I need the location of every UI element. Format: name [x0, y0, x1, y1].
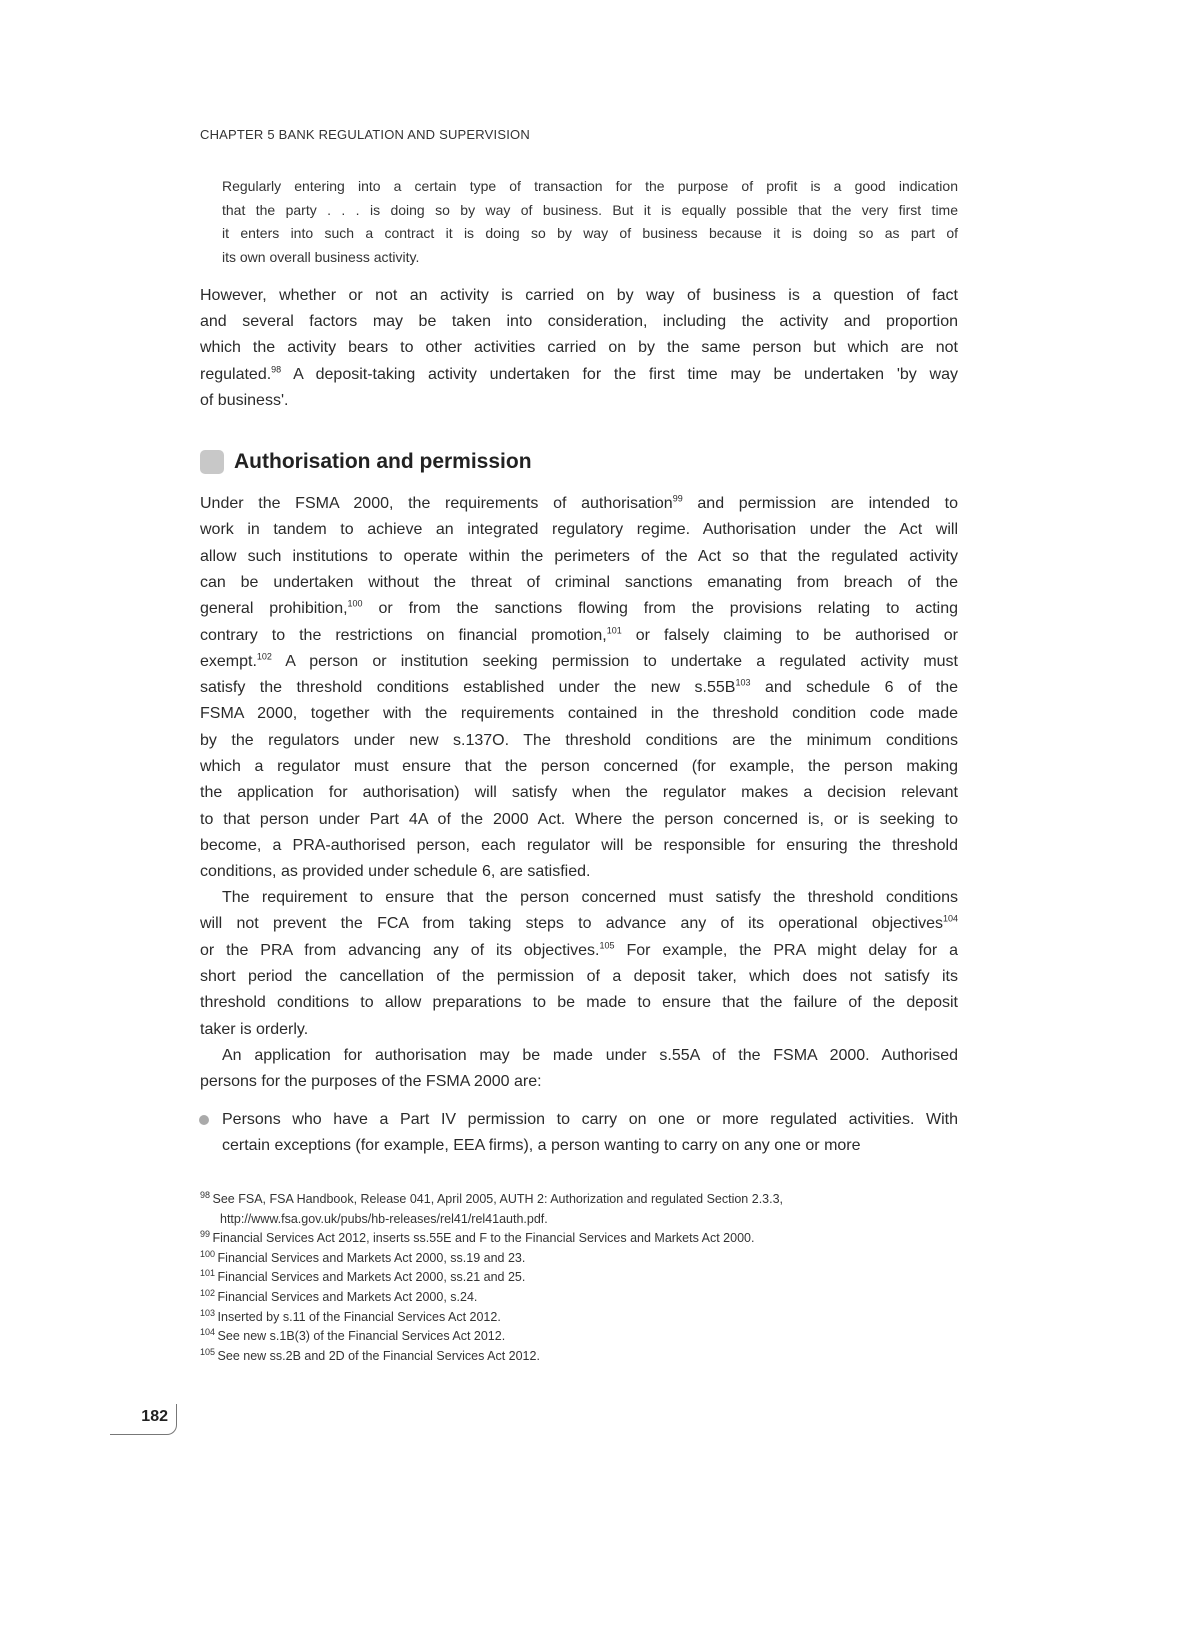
footnote-ref[interactable]: 103	[735, 677, 751, 688]
footnote: $^{100}$ Financial Services and Markets Act 2000, ss.19 and 23.	[200, 1248, 526, 1265]
text-line: allow such institutions to operate within the perimeters of the Act so that the regulated activity	[200, 547, 958, 565]
page-number-box	[110, 1404, 177, 1435]
text-line: FSMA 2000, together with the requirements contained in the threshold condition code made	[200, 705, 958, 723]
footnote: $^{101}$ Financial Services and Markets Act 2000, ss.21 and 25.	[200, 1268, 526, 1285]
text-line: work in tandem to achieve an integrated regulatory regime. Authorisation under the Act will	[200, 521, 958, 539]
text-line: and several factors may be taken into consideration, including the activity and proportion	[200, 313, 958, 331]
text-line: of business'.	[200, 391, 289, 409]
footnote: $^{98}$ See FSA, FSA Handbook, Release 041, April 2005, AUTH 2: Authorization and regulated Section 2.3.3,	[200, 1189, 784, 1206]
footnote-ref[interactable]: 105	[599, 940, 615, 951]
text-line: Persons who have a Part IV permission to carry on one or more regulated activities. With	[222, 1111, 958, 1128]
footnote-number: 102	[200, 1287, 218, 1298]
text-line: regulated.$^{98}$ A deposit-taking activity undertaken for the first time may be undertaken 'by way	[200, 364, 958, 383]
text-line: satisfy the threshold conditions established under the new $s.55B^{103}$ and schedule 6 of the	[200, 677, 959, 697]
text-line: become, a PRA-authorised person, each regulator will be responsible for ensuring the threshold	[200, 836, 958, 854]
text-line: Regularly entering into a certain type of transaction for the purpose of profit is a good indication	[222, 178, 958, 194]
footnote: $^{104}$ See new s.1B(3) of the Financial Services Act 2012.	[200, 1327, 506, 1344]
text-line: which a regulator must ensure that the person concerned (for example, the person making	[200, 758, 958, 775]
footnote-ref[interactable]: 104	[942, 913, 958, 924]
text-line: its own overall business activity.	[222, 248, 420, 265]
text-line: which the activity bears to other activities carried on by the same person but which are not	[200, 339, 958, 357]
footnote-number: 98	[200, 1189, 213, 1200]
footnote: $^{99}$ Financial Services Act 2012, inserts ss.55E and F to the Financial Services and Markets Act 2000.	[200, 1229, 755, 1246]
heading-marker-icon	[200, 450, 224, 474]
text-line: to that person under Part 4A of the 2000 Act. Where the person concerned is, or is seeking to	[200, 810, 958, 828]
footnote-ref[interactable]: 102	[256, 651, 272, 662]
text-line: However, whether or not an activity is carried on by way of business is a question of fact	[200, 287, 958, 304]
footnote-ref[interactable]: 98	[271, 364, 282, 375]
text-line: The requirement to ensure that the person concerned must satisfy the threshold conditions	[222, 889, 958, 906]
text-line: or the PRA from advancing any of its objectives.$^{105}$ For example, the PRA might delay for a	[200, 940, 958, 959]
text-line: that the party . . . is doing so by way of business. But it is equally possible that the very first time	[222, 201, 958, 218]
running-header: CHAPTER 5 BANK REGULATION AND SUPERVISION	[200, 127, 530, 142]
text-line: general prohibition,$^{100}$ or from the sanctions flowing from the provisions relating to acting	[200, 598, 959, 618]
text-line: An application for authorisation may be made under s.55A of the FSMA 2000. Authorised	[222, 1047, 958, 1064]
footnote-number: 99	[200, 1229, 213, 1240]
text-line: persons for the purposes of the FSMA 2000 are:	[200, 1073, 542, 1090]
footnote-number: 101	[200, 1268, 218, 1279]
text-line: exempt.$^{102}$ A person or institution seeking permission to undertake a regulated activity must	[200, 651, 958, 670]
footnote-number: 103	[200, 1307, 218, 1318]
footnote-number: 105	[200, 1346, 218, 1357]
bullet-icon	[199, 1115, 209, 1125]
page-number: 182	[141, 1408, 168, 1425]
text-line: it enters into such a contract it is doing so by way of business because it is doing so as part of	[222, 225, 958, 241]
text-line: certain exceptions (for example, EEA firms), a person wanting to carry on any one or more	[222, 1137, 861, 1154]
footnote-number: 104	[200, 1327, 218, 1338]
footnote-url[interactable]: http://www.fsa.gov.uk/pubs/hb-releases/rel41/rel41auth.pdf.	[220, 1211, 548, 1226]
footnote: $^{103}$ Inserted by s.11 of the Financial Services Act 2012.	[200, 1307, 501, 1324]
text-line: the application for authorisation) will satisfy when the regulator makes a decision relevant	[200, 784, 958, 802]
section-heading-text: Authorisation and permission	[234, 450, 532, 473]
text-line: contrary to the restrictions on financial promotion,$^{101}$ or falsely claiming to be authorised or	[200, 625, 959, 644]
footnote-ref[interactable]: 99	[672, 493, 683, 504]
text-line: will not prevent the FCA from taking steps to advance any of its operational objectives$^{104}$	[200, 913, 958, 933]
section-heading	[200, 450, 532, 474]
text-line: threshold conditions to allow preparations to be made to ensure that the failure of the deposit	[200, 994, 958, 1012]
text-line: can be undertaken without the threat of criminal sanctions emanating from breach of the	[200, 573, 958, 591]
text-line: short period the cancellation of the permission of a deposit taker, which does not satisfy its	[200, 967, 958, 985]
footnote: $^{102}$ Financial Services and Markets Act 2000, s.24.	[200, 1287, 478, 1304]
text-line: by the regulators under new s.137O. The threshold conditions are the minimum conditions	[200, 731, 958, 749]
footnote-ref[interactable]: 101	[606, 625, 622, 636]
text-line: Under the FSMA 2000, the requirements of authorisation$^{99}$ and permission are intended to	[200, 493, 958, 512]
text-line: conditions, as provided under schedule 6, are satisfied.	[200, 863, 591, 881]
footnote-ref[interactable]: 100	[347, 598, 363, 609]
footnote-number: 100	[200, 1248, 218, 1259]
footnote: $^{105}$ See new ss.2B and 2D of the Financial Services Act 2012.	[200, 1346, 540, 1363]
text-line: taker is orderly.	[200, 1020, 309, 1038]
